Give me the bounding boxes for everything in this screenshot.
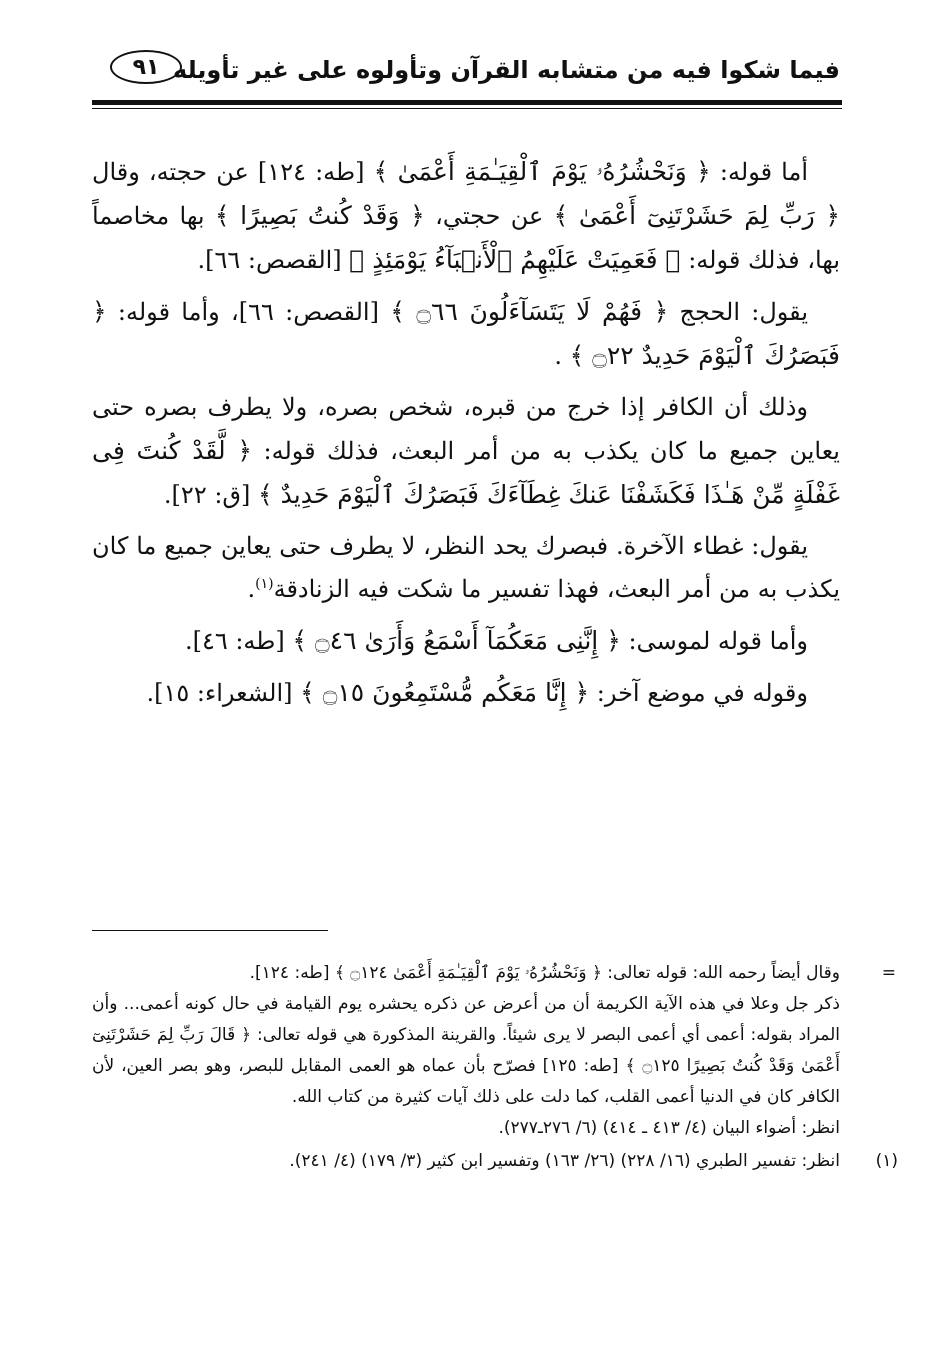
quran-verse: ﴿ إِنَّا مَعَكُم مُّسْتَمِعُونَ ۝١٥ ﴾	[300, 678, 590, 707]
text: وأما قوله:	[106, 298, 220, 326]
text: بها مخاصماً بها، فذلك قوله:	[92, 202, 840, 274]
footnote-line	[92, 989, 840, 1113]
text: يقول: غطاء الآخرة. فبصرك يحد النظر، لا يطرف حتى يعاين جميع ما كان يكذب به من أمر البعث، فهذا تفسير ما شكت فيه الزنادقة	[92, 532, 840, 603]
verse-reference: [طه: ٤٦].	[184, 627, 293, 655]
footnotes	[92, 958, 898, 1177]
text: وقوله في موضع آخر:	[589, 679, 808, 707]
footnote-separator	[92, 930, 328, 931]
running-title: فيما شكوا فيه من متشابه القرآن وتأولوه على غير تأويله	[173, 56, 840, 84]
footnote-text: انظر: تفسير الطبري (١٦/ ٢٢٨) (٢٦/ ١٦٣) وتفسير ابن كثير (٣/ ١٧٩) (٤/ ٢٤١).	[289, 1151, 840, 1171]
page-number: ٩١	[110, 50, 182, 84]
paragraph-1	[92, 150, 840, 282]
paragraph-3	[92, 386, 840, 517]
quran-verse: ﴿ قَالَ رَبِّ لِمَ حَشَرْتَنِىٓ أَعْمَىٰ وَقَدْ كُنتُ بَصِيرًا ۝١٢٥ ﴾	[92, 1025, 840, 1076]
quran-verse: ﴿ إِنَّنِى مَعَكُمَآ أَسْمَعُ وَأَرَىٰ ۝٤٦ ﴾	[292, 626, 621, 655]
paragraph-4	[92, 525, 840, 611]
paragraph-2	[92, 290, 840, 378]
continuation-mark: =	[881, 963, 896, 983]
text: .	[554, 342, 570, 370]
quran-verse: ﴿ وَقَدْ كُنتُ بَصِيرًا ﴾	[214, 201, 425, 230]
quran-verse: ﴿ فَبَصَرُكَ ٱلْيَوْمَ حَدِيدٌ ۝٢٢ ﴾	[92, 297, 840, 370]
verse-reference: [طه: ١٢٤]	[248, 158, 374, 186]
footnote-reference[interactable]: (١)	[255, 576, 274, 592]
quran-verse: ﴿ وَنَحْشُرُهُۥ يَوْمَ ٱلْقِيَـٰمَةِ أَعْمَىٰ ۝١٢٤ ﴾	[334, 963, 602, 983]
text: [طه: ١٢٥] فصرّح بأن عماه هو العمى المقابل للبصر، وهو بصر العين، لأن الكافر كان في الدنيا أعمى القلب، كما دلت على ذلك آيات كثيرة من كتاب الله.	[92, 1056, 840, 1107]
footnote-number: (١)	[875, 1151, 898, 1171]
text: أما قوله:	[710, 158, 809, 186]
quran-verse: ﴿ فَعَمِيَتْ عَلَيْهِمُ ٱلْأَنۢبَآءُ يَوْمَئِذٍ ﴾	[349, 245, 681, 274]
text: يقول: الحجج	[668, 298, 808, 326]
text: .	[247, 575, 256, 603]
quran-verse: ﴿ لَّقَدْ كُنتَ فِى غَفْلَةٍ مِّنْ هَـٰذَا فَكَشَفْنَا عَنكَ غِطَآءَكَ فَبَصَرُكَ ٱلْيَوْمَ حَدِيدٌ ﴾	[92, 436, 840, 509]
header-rule-thick	[92, 100, 842, 105]
text: عن حجته، وقال	[92, 158, 249, 186]
verse-reference: [القصص: ٦٦]،	[219, 298, 391, 326]
text: ذكر جل وعلا في هذه الآية الكريمة أن من أعرض عن ذكره يحشره يوم القيامة في حال كونه أعمى... وأن المراد بقوله: أعمى أي أعمى البصر لا يرى شيئاً. والقرينة المذكورة هي قوله تعالى:	[92, 994, 840, 1045]
header-rule-thin	[92, 108, 842, 109]
quran-verse: ﴿ رَبِّ لِمَ حَشَرْتَنِىٓ أَعْمَىٰ ﴾	[553, 201, 841, 230]
verse-reference: [الشعراء: ١٥].	[146, 679, 301, 707]
verse-reference: [ق: ٢٢].	[163, 481, 259, 509]
footnote-source: انظر: أضواء البيان (٤/ ٤١٣ ـ ٤١٤) (٦/ ٢٧٦ـ٢٧٧).	[498, 1118, 840, 1138]
quran-verse: ﴿ فَهُمْ لَا يَتَسَآءَلُونَ ۝٦٦ ﴾	[390, 297, 669, 326]
main-text	[92, 150, 840, 715]
verse-reference: [القصص: ٦٦].	[197, 246, 350, 274]
footnote-continuation	[92, 958, 896, 1144]
text: عن حجتي،	[424, 202, 554, 230]
paragraph-5	[92, 619, 840, 663]
paragraph-6	[92, 671, 840, 715]
verse-reference: [طه: ١٢٤].	[249, 963, 335, 983]
footnote-line	[92, 958, 840, 989]
text: وقال أيضاً رحمه الله: قوله تعالى:	[601, 963, 840, 983]
text: وأما قوله لموسى:	[620, 627, 808, 655]
footnote-1	[92, 1146, 898, 1177]
quran-verse: ﴿ وَنَحْشُرُهُۥ يَوْمَ ٱلْقِيَـٰمَةِ أَعْمَىٰ ﴾	[373, 157, 711, 186]
text: وذلك أن الكافر إذا خرج من قبره، شخص بصره، ولا يطرف بصره حتى يعاين جميع ما كان يكذب به من أمر البعث، فذلك قوله:	[92, 393, 840, 465]
